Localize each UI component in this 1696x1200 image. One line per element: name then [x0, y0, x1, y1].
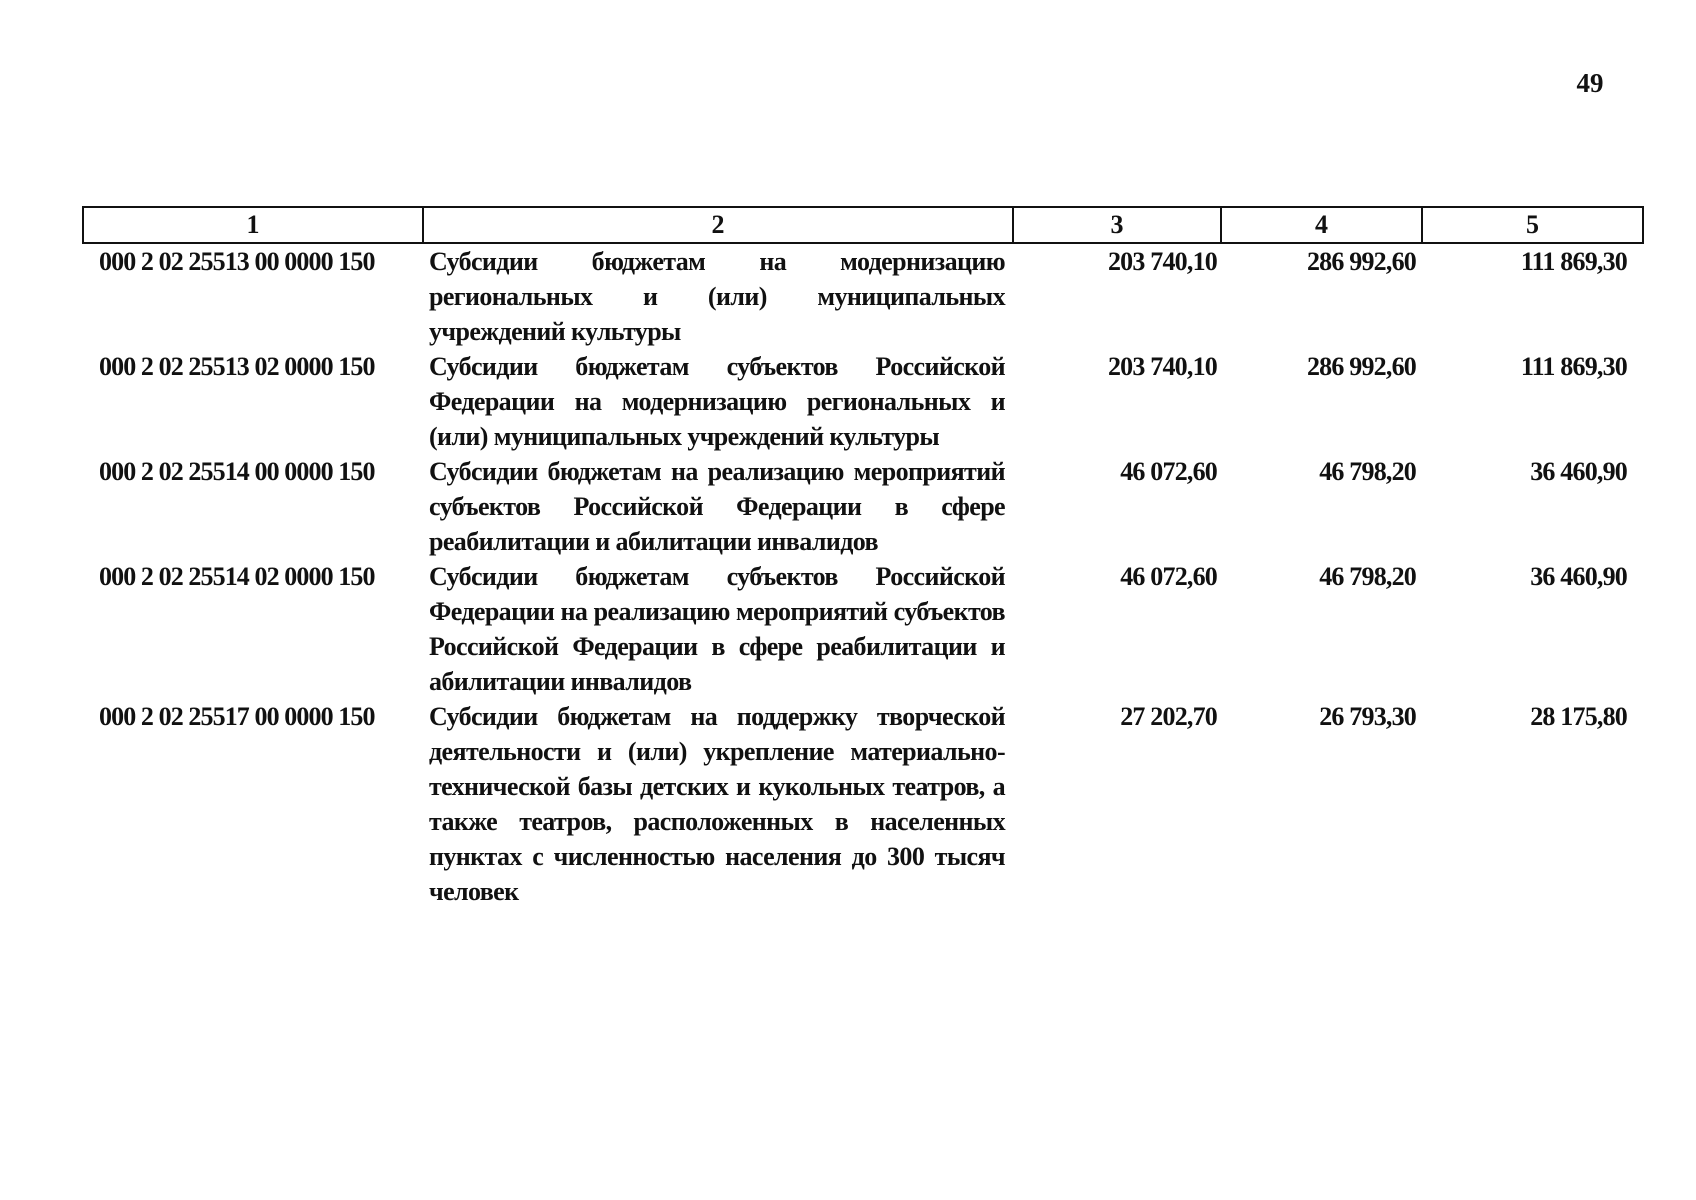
header-col-2: 2 [423, 207, 1013, 243]
budget-code: 000 2 02 25514 02 0000 150 [99, 562, 375, 591]
amount-col-3: 46 072,60 [1120, 457, 1217, 486]
description: Субсидии бюджетам субъектов Российской Федерации на модернизацию региональных и (или) муниципальных учреждений культуры [429, 352, 1005, 451]
header-col-5: 5 [1422, 207, 1643, 243]
amount-col-4: 286 992,60 [1306, 247, 1416, 276]
budget-code: 000 2 02 25513 02 0000 150 [99, 352, 375, 381]
budget-table [82, 206, 1644, 909]
budget-code: 000 2 02 25517 00 0000 150 [99, 702, 375, 731]
page-number: 49 [1576, 68, 1604, 98]
description: Субсидии бюджетам на модернизацию региональных и (или) муниципальных учреждений культуры [429, 247, 1005, 346]
table-row [83, 349, 1643, 454]
amount-col-3: 46 072,60 [1120, 562, 1217, 591]
table-row [83, 699, 1643, 909]
table-body [83, 243, 1643, 909]
description: Субсидии бюджетам на поддержку творческой деятельности и (или) укрепление материально-технической базы детских и кукольных театров, а также театров, расположенных в населенных пунктах с численностью населения до 300 тысяч человек [429, 702, 1005, 906]
header-col-3: 3 [1013, 207, 1221, 243]
amount-col-5: 36 460,90 [1530, 562, 1627, 591]
amount-col-5: 111 869,30 [1520, 352, 1627, 381]
amount-col-5: 36 460,90 [1530, 457, 1627, 486]
amount-col-3: 203 740,10 [1107, 247, 1217, 276]
description: Субсидии бюджетам субъектов Российской Федерации на реализацию мероприятий субъектов Российской Федерации в сфере реабилитации и абилитации инвалидов [429, 562, 1005, 696]
header-col-1: 1 [83, 207, 423, 243]
header-col-4: 4 [1221, 207, 1422, 243]
amount-col-5: 111 869,30 [1520, 247, 1627, 276]
amount-col-4: 46 798,20 [1319, 562, 1416, 591]
amount-col-4: 26 793,30 [1319, 702, 1416, 731]
amount-col-5: 28 175,80 [1530, 702, 1627, 731]
amount-col-4: 286 992,60 [1306, 352, 1416, 381]
table-row [83, 243, 1643, 349]
table-row [83, 559, 1643, 699]
amount-col-4: 46 798,20 [1319, 457, 1416, 486]
budget-code: 000 2 02 25513 00 0000 150 [99, 247, 375, 276]
description: Субсидии бюджетам на реализацию мероприятий субъектов Российской Федерации в сфере реабилитации и абилитации инвалидов [429, 457, 1005, 556]
budget-table-container [82, 206, 1642, 909]
table-header [83, 207, 1643, 243]
header-row [83, 207, 1643, 243]
table-row [83, 454, 1643, 559]
amount-col-3: 203 740,10 [1107, 352, 1217, 381]
amount-col-3: 27 202,70 [1120, 702, 1217, 731]
budget-code: 000 2 02 25514 00 0000 150 [99, 457, 375, 486]
